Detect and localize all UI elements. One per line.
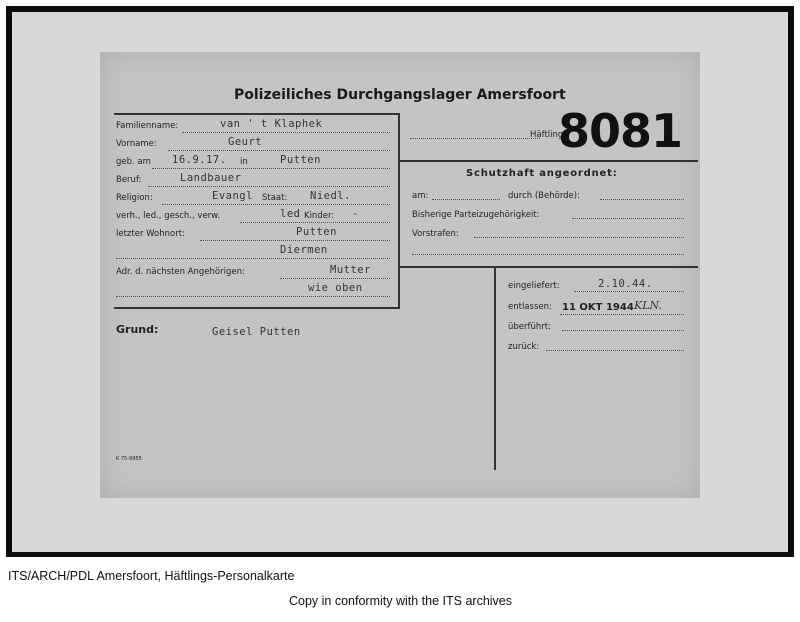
vorstrafen-line-1	[474, 237, 684, 238]
beruf-label: Beruf:	[116, 175, 142, 185]
partei-line	[572, 218, 684, 219]
rule-status-vertical	[494, 266, 496, 470]
durch-label: durch (Behörde):	[508, 191, 580, 201]
am-line	[432, 199, 500, 200]
form-code: K 75-9955	[116, 456, 142, 462]
entlassen-line	[560, 314, 684, 315]
rule-schutzhaft-top	[400, 160, 698, 162]
rule-left-bottom	[114, 307, 400, 309]
haeftling-line	[410, 138, 540, 139]
prisoner-number: 8081	[558, 104, 683, 158]
eingeliefert-label: eingeliefert:	[508, 281, 560, 291]
angehoerige-line-2	[116, 296, 390, 297]
rule-status-top	[400, 266, 698, 268]
ueberfuehrt-label: überführt:	[508, 322, 551, 332]
entlassen-stamp: 11 OKT 1944	[562, 302, 634, 313]
vorstrafen-label: Vorstrafen:	[412, 229, 459, 239]
entlassen-label: entlassen:	[508, 302, 552, 312]
conformity-caption: Copy in conformity with the ITS archives	[289, 594, 512, 608]
angehoerige-line-1	[280, 278, 390, 279]
vorname-line	[168, 150, 390, 151]
kinder-value: -	[352, 208, 359, 220]
eingeliefert-value: 2.10.44.	[598, 278, 653, 290]
geb-label: geb. am	[116, 157, 151, 167]
geb-line	[152, 168, 390, 169]
zurueck-label: zurück:	[508, 342, 540, 352]
angehoerige-value-1: Mutter	[330, 264, 371, 276]
familienname-line	[182, 132, 390, 133]
staat-value: Niedl.	[310, 190, 351, 202]
vorname-value: Geurt	[228, 136, 263, 148]
religion-line	[162, 204, 390, 205]
religion-value: Evangl	[212, 190, 253, 202]
vorstrafen-line-2	[412, 254, 684, 255]
source-caption: ITS/ARCH/PDL Amersfoort, Häftlings-Personalkarte	[8, 569, 295, 583]
ueberfuehrt-line	[562, 330, 684, 331]
grund-value: Geisel Putten	[212, 326, 301, 338]
geb-date: 16.9.17.	[172, 154, 227, 166]
angehoerige-value-2: wie oben	[308, 282, 363, 294]
eingeliefert-line	[574, 291, 684, 292]
kinder-label: Kinder:	[304, 211, 335, 221]
rule-left-vertical	[398, 113, 400, 309]
verh-label: verh., led., gesch., verw.	[116, 211, 221, 221]
angehoerige-label: Adr. d. nächsten Angehörigen:	[116, 267, 245, 277]
geb-place: Putten	[280, 154, 321, 166]
am-label: am:	[412, 191, 429, 201]
verh-line	[240, 222, 390, 223]
familienname-value: van ' t Klaphek	[220, 118, 323, 130]
verh-value: led	[280, 208, 301, 220]
vorname-label: Vorname:	[116, 139, 157, 149]
prisoner-card	[100, 52, 700, 498]
familienname-label: Familienname:	[116, 121, 179, 131]
rule-left-top	[114, 113, 400, 115]
staat-label: Staat:	[262, 193, 288, 203]
scan-background	[12, 12, 788, 552]
beruf-value: Landbauer	[180, 172, 242, 184]
wohnort-line-2	[116, 258, 390, 259]
wohnort-line-1	[200, 240, 390, 241]
durch-line	[600, 199, 684, 200]
religion-label: Religion:	[116, 193, 153, 203]
wohnort-value-1: Putten	[296, 226, 337, 238]
schutzhaft-heading: Schutzhaft angeordnet:	[466, 168, 618, 179]
haeftling-label: Häftling	[530, 130, 564, 140]
grund-label: Grund:	[116, 323, 159, 336]
beruf-line	[148, 186, 390, 187]
partei-label: Bisherige Parteizugehörigkeit:	[412, 210, 540, 220]
geb-in-label: in	[240, 157, 248, 167]
wohnort-label: letzter Wohnort:	[116, 229, 185, 239]
zurueck-line	[546, 350, 684, 351]
wohnort-value-2: Diermen	[280, 244, 328, 256]
entlassen-handwritten: KLN.	[634, 299, 662, 312]
card-title: Polizeiliches Durchgangslager Amersfoort	[234, 87, 566, 103]
